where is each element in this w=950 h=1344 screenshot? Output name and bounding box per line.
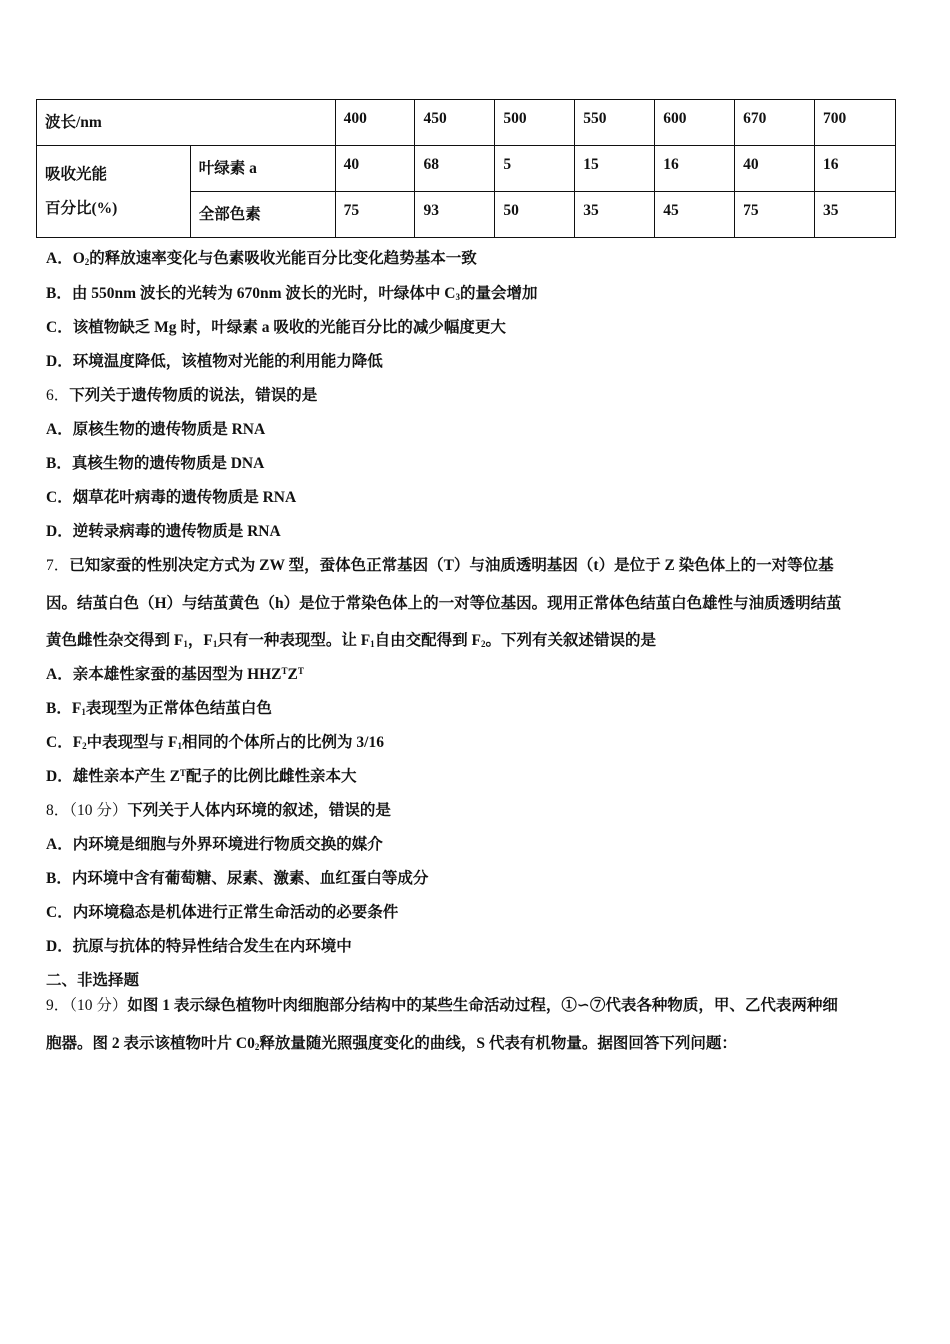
section-title: 二、非选择题 [46, 972, 140, 989]
text: D．雄性亲本产生 Z [46, 768, 180, 785]
row-label: 叶绿素 a [190, 146, 335, 192]
table-cell: 45 [655, 192, 735, 238]
q9-stem-line1 [46, 993, 838, 1015]
table-cell: 75 [335, 192, 415, 238]
wavelength-cell: 400 [335, 100, 415, 146]
subscript: 1 [212, 639, 218, 649]
q8-stem [46, 798, 391, 820]
superscript: T [281, 666, 288, 676]
wavelength-cell: 600 [655, 100, 735, 146]
q7-option-b [46, 696, 272, 718]
q7-stem-line2: 因。结茧白色（H）与结茧黄色（h）是位于常染色体上的一对等位基因。现用正常体色结茧白色雄性与油质透明结茧 [46, 595, 842, 612]
table-cell: 16 [815, 146, 896, 192]
subscript: 1 [177, 741, 183, 751]
row-group-label-line2: 百分比(%) [45, 199, 118, 217]
text: 配子的比例比雌性亲本大 [185, 768, 357, 785]
table-cell: 16 [655, 146, 735, 192]
q8-stem-text: 下列关于人体内环境的叙述，错误的是 [127, 802, 391, 819]
wavelength-cell: 550 [575, 100, 655, 146]
text: ，F [187, 632, 213, 649]
q7-option-a [46, 662, 304, 684]
q9-stem-line2 [46, 1031, 737, 1053]
text: 自由交配得到 F [374, 632, 481, 649]
q7-stem-line1 [46, 553, 834, 575]
q7-number: 7． [46, 557, 70, 574]
text: 只有一种表现型。让 F [217, 632, 371, 649]
subscript: 2 [84, 257, 90, 267]
q6-option-d: D．逆转录病毒的遗传物质是 RNA [46, 523, 281, 540]
text: 胞器。图 2 表示该植物叶片 C0 [46, 1035, 255, 1052]
q8-number: 8．（10 分） [46, 802, 128, 819]
q5-option-a-text-end: 的释放速率变化与色素吸收光能百分比变化趋势基本一致 [89, 250, 477, 267]
table-cell: 40 [335, 146, 415, 192]
q7-option-c [46, 730, 384, 752]
q7-stem-line3 [46, 628, 656, 650]
q8-option-b: B．内环境中含有葡萄糖、尿素、激素、血红蛋白等成分 [46, 870, 429, 887]
q5-option-a [46, 246, 477, 268]
text: Z [287, 666, 298, 683]
absorption-table [36, 99, 896, 238]
table-cell: 40 [735, 146, 815, 192]
q6-option-a: A．原核生物的遗传物质是 RNA [46, 421, 266, 438]
subscript: 1 [370, 639, 375, 649]
wavelength-cell: 450 [415, 100, 495, 146]
text: 。下列有关叙述错误的是 [485, 632, 657, 649]
text: 表现型为正常体色结茧白色 [85, 700, 272, 717]
table-cell: 35 [575, 192, 655, 238]
row-group-label [37, 146, 191, 238]
wavelength-cell: 670 [735, 100, 815, 146]
wavelength-cell: 700 [815, 100, 896, 146]
superscript: T [179, 768, 186, 778]
table-cell: 5 [495, 146, 575, 192]
subscript: 1 [81, 707, 86, 717]
q6-stem-text: 下列关于遗传物质的说法，错误的是 [69, 387, 318, 404]
table-cell: 93 [415, 192, 495, 238]
wavelength-cell: 500 [495, 100, 575, 146]
q5-option-b-text-end: 的量会增加 [459, 285, 538, 302]
q6-number: 6． [46, 387, 70, 404]
subscript: 3 [455, 292, 460, 302]
q8-option-c: C．内环境稳态是机体进行正常生命活动的必要条件 [46, 904, 399, 921]
subscript: 2 [82, 741, 87, 751]
q9-stem-text: 如图 1 表示绿色植物叶肉细胞部分结构中的某些生命活动过程，①∽⑦代表各种物质，甲、乙代表两种细 [127, 997, 838, 1014]
q6-option-c: C．烟草花叶病毒的遗传物质是 RNA [46, 489, 297, 506]
q5-option-a-text: A．O [46, 250, 85, 267]
text: 黄色雌性杂交得到 F [46, 632, 184, 649]
subscript: 2 [481, 639, 486, 649]
table-header-label: 波长/nm [37, 100, 336, 146]
row-label: 全部色素 [190, 192, 335, 238]
q6-stem [46, 383, 317, 405]
table-row [37, 146, 896, 192]
q5-option-b-text: B．由 550nm 波长的光转为 670nm 波长的光时，叶绿体中 C [46, 285, 456, 302]
text: B．F [46, 700, 82, 717]
q6-option-b: B．真核生物的遗传物质是 DNA [46, 455, 265, 472]
superscript: T [297, 666, 304, 676]
q7-option-d [46, 764, 356, 786]
text: A．亲本雄性家蚕的基因型为 HHZ [46, 666, 282, 683]
table-header-row [37, 100, 896, 146]
table-cell: 75 [735, 192, 815, 238]
q8-option-d: D．抗原与抗体的特异性结合发生在内环境中 [46, 938, 352, 955]
text: 相同的个体所占的比例为 3/16 [182, 734, 384, 751]
q5-option-b [46, 281, 538, 303]
text: 释放量随光照强度变化的曲线，S 代表有机物量。据图回答下列问题： [259, 1035, 737, 1052]
table-cell: 35 [815, 192, 896, 238]
q8-option-a: A．内环境是细胞与外界环境进行物质交换的媒介 [46, 836, 383, 853]
q5-option-c: C．该植物缺乏 Mg 时，叶绿素 a 吸收的光能百分比的减少幅度更大 [46, 319, 506, 336]
table-cell: 15 [575, 146, 655, 192]
q7-stem-text: 已知家蚕的性别决定方式为 ZW 型，蚕体色正常基因（T）与油质透明基因（t）是位于 Z 染色体上的一对等位基 [69, 557, 834, 574]
subscript: 2 [254, 1042, 260, 1052]
table-cell: 68 [415, 146, 495, 192]
subscript: 1 [183, 639, 188, 649]
text: C．F [46, 734, 83, 751]
table-cell: 50 [495, 192, 575, 238]
q9-number: 9．（10 分） [46, 997, 128, 1014]
q5-option-d: D．环境温度降低，该植物对光能的利用能力降低 [46, 353, 383, 370]
text: 中表现型与 F [86, 734, 178, 751]
row-group-label-line1: 吸收光能 [45, 165, 108, 183]
